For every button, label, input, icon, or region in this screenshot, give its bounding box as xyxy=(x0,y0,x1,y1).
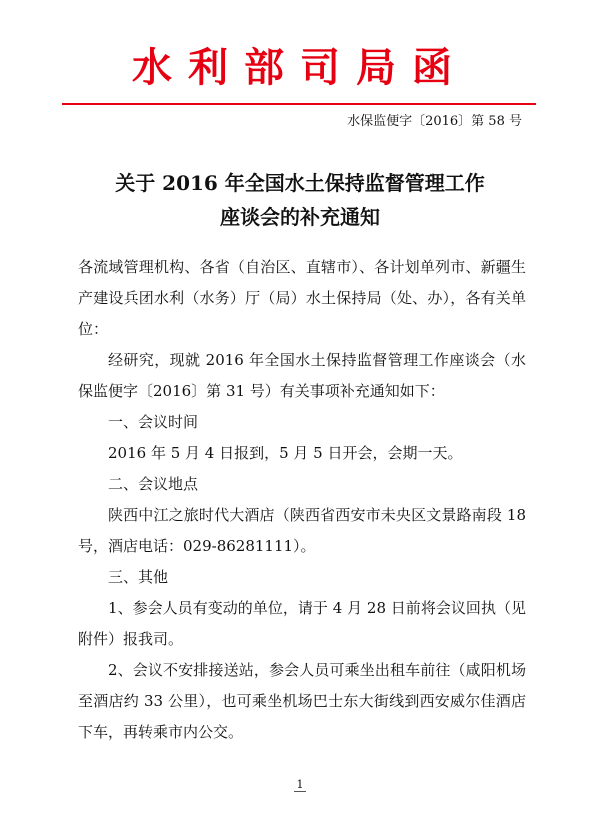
document-title xyxy=(0,166,600,234)
letterhead-title: 水利部司局函 xyxy=(132,44,468,91)
section-paragraph: 2、会议不安排接送站，参会人员可乘坐出租车前往（咸阳机场至酒店约 33 公里），也可乘坐机场巴士东大街线到西安威尔佳酒店下车，再转乘市内公交。 xyxy=(78,661,526,741)
section-paragraph: 陕西中江之旅时代大酒店（陕西省西安市未央区文景路南段 18 号，酒店电话：029-86281111）。 xyxy=(78,506,526,555)
document-title-line-2: 座谈会的补充通知 xyxy=(220,205,380,229)
document-number: 水保监便字〔2016〕第 58 号 xyxy=(347,114,522,129)
red-divider-line xyxy=(62,103,536,105)
recipients-paragraph: 各流域管理机构、各省（自治区、直辖市）、各计划单列市、新疆生产建设兵团水利（水务）厅（局）水土保持局（处、办），各有关单位： xyxy=(78,258,526,338)
section-paragraph: 1、参会人员有变动的单位，请于 4 月 28 日前将会议回执（见附件）报我司。 xyxy=(78,599,526,648)
page-number xyxy=(0,778,600,792)
section-heading: 三、其他 xyxy=(108,568,169,586)
section-paragraph: 2016 年 5 月 4 日报到，5 月 5 日开会，会期一天。 xyxy=(108,444,463,462)
document-title-line-1: 关于 2016 年全国水土保持监督管理工作 xyxy=(115,171,485,195)
document-body xyxy=(78,252,526,748)
section-heading: 二、会议地点 xyxy=(108,475,199,493)
intro-paragraph: 经研究，现就 2016 年全国水土保持监督管理工作座谈会（水保监便字〔2016〕第 31 号）有关事项补充通知如下： xyxy=(78,351,526,400)
section-heading: 一、会议时间 xyxy=(108,413,199,431)
page-number-value: 1 xyxy=(294,778,306,792)
